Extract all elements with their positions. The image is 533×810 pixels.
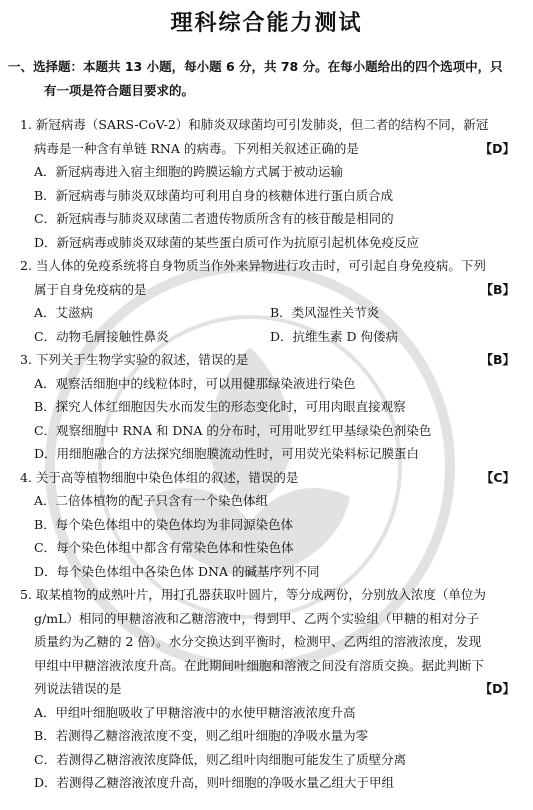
question-stem: 5. 取某植物的成熟叶片，用打孔器获取叶圆片，等分成两份，分别放入浓度（单位为 [20,587,486,602]
answer-badge: 【C】 [480,469,515,485]
question-4 [20,466,515,584]
question-stem: 1. 新冠病毒（SARS-CoV-2）和肺炎双球菌均可引发肺炎，但二者的结构不同，新冠 [20,117,489,132]
option-a: A．新冠病毒进入宿主细胞的跨膜运输方式属于被动运输 [34,164,344,179]
option-a: A．观察活细胞中的线粒体时，可以用健那绿染液进行染色 [34,375,356,391]
option-d: D．每个染色体组中各染色体 DNA 的碱基序列不同 [34,563,320,579]
question-stem: 3. 下列关于生物学实验的叙述，错误的是 【B】 [20,348,515,372]
question-stem: 甲组中甲糖溶液浓度升高。在此期间叶细胞和溶液之间没有溶质交换。据此判断下 [34,657,485,673]
option-c: C．动物毛屑接触性鼻炎 [34,328,169,344]
question-5 [20,583,515,795]
question-stem: 2. 当人体的免疫系统将自身物质当作外来异物进行攻击时，可引起自身免疫病。下列 [20,258,486,273]
option-c: C．每个染色体组中都含有常染色体和性染色体 [34,540,294,555]
option-a: A．甲组叶细胞吸收了甲糖溶液中的水使甲糖溶液浓度升高 [34,704,356,720]
question-stem: 病毒是一种含有单链 RNA 的病毒。下列相关叙述正确的是 【D】 [20,137,515,161]
question-3 [20,348,515,466]
option-c: C．观察细胞中 RNA 和 DNA 的分布时，可用吡罗红甲基绿染色剂染色 [34,422,432,438]
question-stem: 4. 关于高等植物细胞中染色体组的叙述，错误的是 【C】 [20,466,515,490]
answer-badge: 【B】 [480,352,515,367]
option-c: C．新冠病毒与肺炎双球菌二者遗传物质所含有的核苷酸是相同的 [34,211,394,226]
question-stem: 列说法错误的是 【D】 [20,677,515,701]
answer-badge: 【D】 [479,681,515,696]
option-b: B．类风湿性关节炎 [270,305,380,320]
section-instructions-line1: 一、选择题：本题共 13 小题，每小题 6 分，共 78 分。在每小题给出的四个选项中，只 [8,59,503,74]
option-b: B．探究人体红细胞因失水而发生的形态变化时，可用肉眼直接观察 [34,399,406,414]
option-d: D．若测得乙糖溶液浓度升高，则叶细胞的净吸水量乙组大于甲组 [34,775,395,790]
option-b: B．新冠病毒与肺炎双球菌均可利用自身的核糖体进行蛋白质合成 [34,187,394,203]
section-heading [8,55,515,103]
question-1 [20,113,515,254]
option-d: D．用细胞融合的方法探究细胞膜流动性时，可用荧光染料标记膜蛋白 [34,446,420,461]
answer-badge: 【D】 [479,140,515,156]
option-b: B．若测得乙糖溶液浓度不变，则乙组叶细胞的净吸水量为零 [34,728,369,743]
option-b: B．每个染色体组中的染色体均为非同源染色体 [34,516,294,532]
question-stem: 属于自身免疫病的是 【B】 [20,278,515,302]
question-stem: 质量约为乙糖的 2 倍）。水分交换达到平衡时，检测甲、乙两组的溶液浓度，发现 [34,634,482,649]
answer-badge: 【B】 [480,281,515,297]
option-c: C．若测得乙糖溶液浓度降低，则乙组叶肉细胞可能发生了质壁分离 [34,751,407,767]
question-2 [20,254,515,348]
option-d: D．新冠病毒或肺炎双球菌的某些蛋白质可作为抗原引起机体免疫反应 [34,234,420,250]
option-a: A．艾滋病 [34,305,94,320]
option-a: A．二倍体植物的配子只含有一个染色体组 [34,493,269,508]
section-instructions-line2: 有一项是符合题目要求的。 [44,83,195,98]
question-stem: g/mL）相同的甲糖溶液和乙糖溶液中，得到甲、乙两个实验组（甲糖的相对分子 [34,610,479,626]
page-title: 理科综合能力测试 [170,11,363,36]
option-d: D．抗维生素 D 佝偻病 [270,328,398,344]
